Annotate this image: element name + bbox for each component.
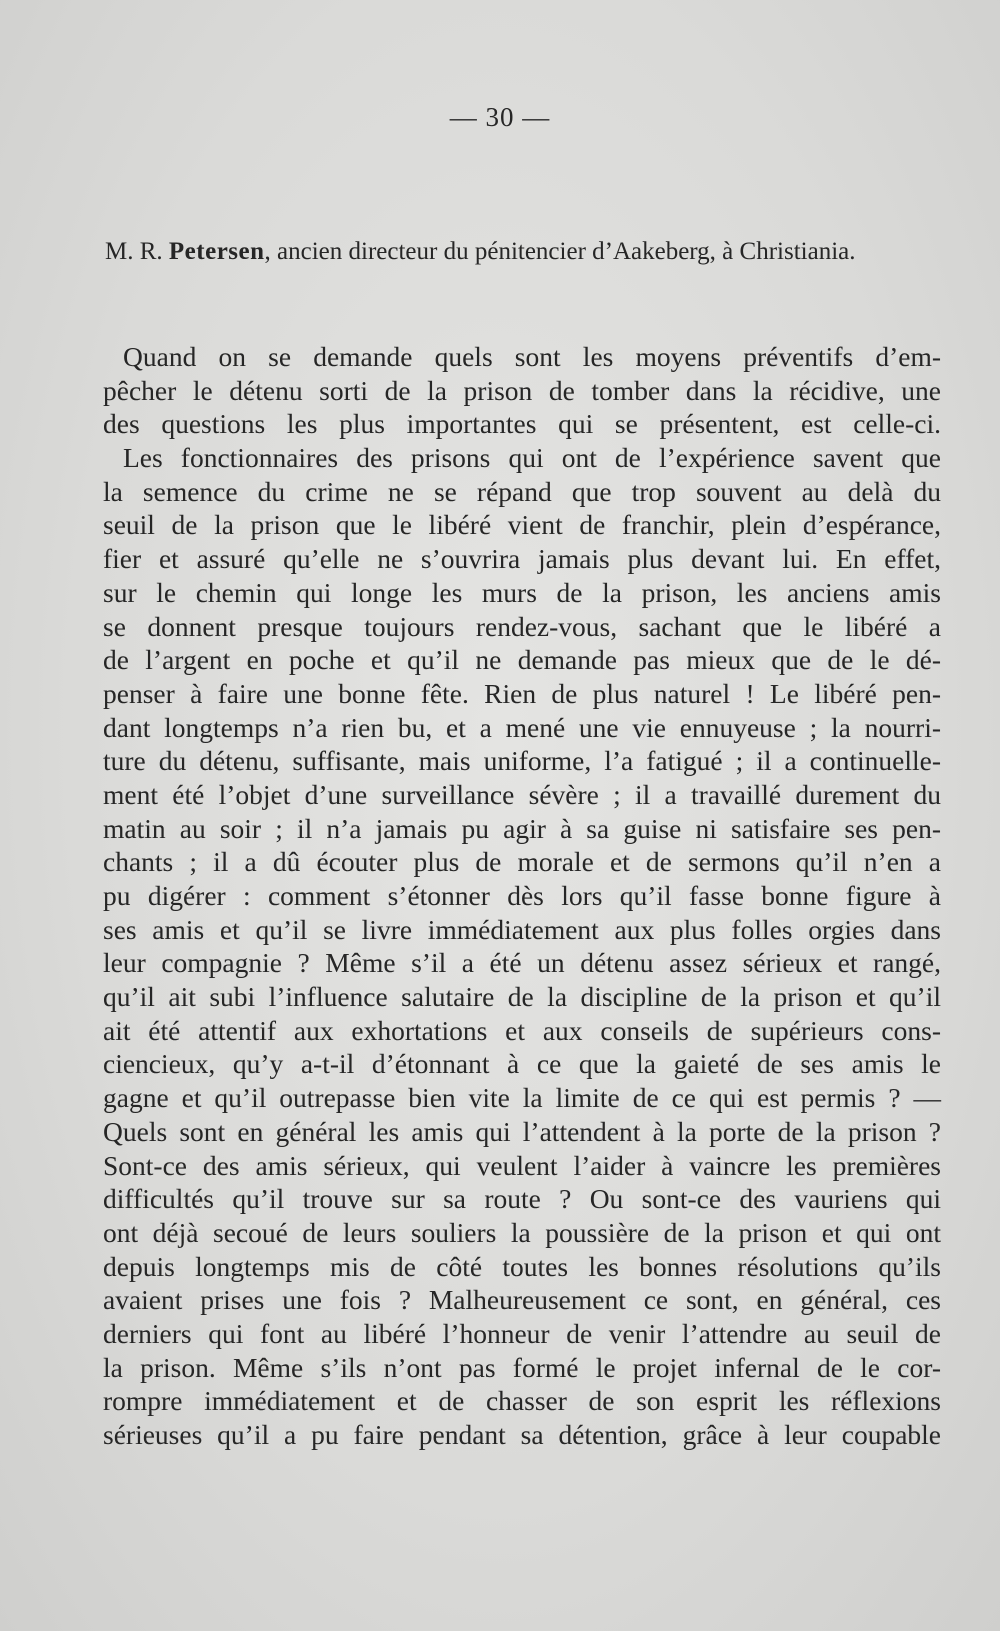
text-line: difficultés qu’il trouve sur sa route ? Ou sont-ce des vauriens qui xyxy=(103,1183,941,1215)
text-line: des questions les plus importantes qui se présentent, est celle-ci. xyxy=(103,408,941,440)
text-line: se donnent presque toujours rendez-vous, sachant que le libéré a xyxy=(103,610,941,642)
text-line: ciencieux, qu’y a-t-il d’étonnant à ce que la gaieté de ses amis le xyxy=(103,1048,941,1080)
text-line: penser à faire une bonne fête. Rien de plus naturel ! Le libéré pen- xyxy=(103,677,941,709)
text-line: fier et assuré qu’elle ne s’ouvrira jamais plus devant lui. En effet, xyxy=(103,543,941,575)
text-line: sur le chemin qui longe les murs de la prison, les anciens amis xyxy=(103,576,941,608)
page-number: — 30 — xyxy=(449,102,551,132)
text-line: chants ; il a dû écouter plus de morale et de sermons qu’il n’en a xyxy=(103,846,941,878)
heading-author-title: , ancien directeur du pénitencier d’Aakeberg, à Christiania. xyxy=(264,238,856,265)
text-line: Quand on se demande quels sont les moyens préventifs d’em- xyxy=(123,341,941,372)
text-line: qu’il ait subi l’influence salutaire de la discipline de la prison et qu’il xyxy=(103,981,941,1013)
text-line: matin au soir ; il n’a jamais pu agir à sa guise ni satisfaire ses pen- xyxy=(103,812,941,844)
heading-prefix: M. R. xyxy=(105,238,169,265)
text-line: ture du détenu, suffisante, mais uniforme, l’a fatigué ; il a continuelle- xyxy=(103,745,941,777)
text-line: gagne et qu’il outrepasse bien vite la limite de ce qui est permis ? — xyxy=(103,1082,941,1114)
text-line: la semence du crime ne se répand que trop souvent au delà du xyxy=(103,475,941,507)
heading-author-name: Petersen xyxy=(168,238,265,265)
text-line: Quels sont en général les amis qui l’attendent à la porte de la prison ? xyxy=(103,1115,941,1147)
text-line: ont déjà secoué de leurs souliers la poussière de la prison et qui ont xyxy=(103,1216,941,1248)
text-line: seuil de la prison que le libéré vient de franchir, plein d’espérance, xyxy=(103,509,941,541)
text-line: pêcher le détenu sorti de la prison de tomber dans la récidive, une xyxy=(103,374,941,406)
text-line: ait été attentif aux exhortations et aux conseils de supérieurs cons- xyxy=(103,1014,941,1046)
text-line: Sont-ce des amis sérieux, qui veulent l’aider à vaincre les premières xyxy=(103,1149,941,1181)
section-heading xyxy=(105,238,935,266)
text-line: Les fonctionnaires des prisons qui ont de l’expérience savent que xyxy=(123,442,941,474)
text-line: sérieuses qu’il a pu faire pendant sa détention, grâce à leur coupable xyxy=(103,1419,941,1450)
body-paragraph xyxy=(103,340,941,1452)
text-line: ment été l’objet d’une surveillance sévère ; il a travaillé durement du xyxy=(103,778,941,810)
text-line: de l’argent en poche et qu’il ne demande pas mieux que de le dé- xyxy=(103,644,941,676)
text-line: dant longtemps n’a rien bu, et a mené une vie ennuyeuse ; la nourri- xyxy=(103,711,941,743)
text-line: pu digérer : comment s’étonner dès lors qu’il fasse bonne figure à xyxy=(103,880,941,911)
text-line: la prison. Même s’ils n’ont pas formé le projet infernal de le cor- xyxy=(103,1351,941,1383)
text-line: depuis longtemps mis de côté toutes les bonnes résolutions qu’ils xyxy=(103,1250,941,1282)
text-line: derniers qui font au libéré l’honneur de venir l’attendre au seuil de xyxy=(103,1317,941,1349)
text-line: ses amis et qu’il se livre immédiatement aux plus folles orgies dans xyxy=(103,913,941,945)
text-line: rompre immédiatement et de chasser de son esprit les réflexions xyxy=(103,1385,941,1417)
text-line: avaient prises une fois ? Malheureusement ce sont, en général, ces xyxy=(103,1284,941,1316)
text-line: leur compagnie ? Même s’il a été un détenu assez sérieux et rangé, xyxy=(103,947,941,979)
